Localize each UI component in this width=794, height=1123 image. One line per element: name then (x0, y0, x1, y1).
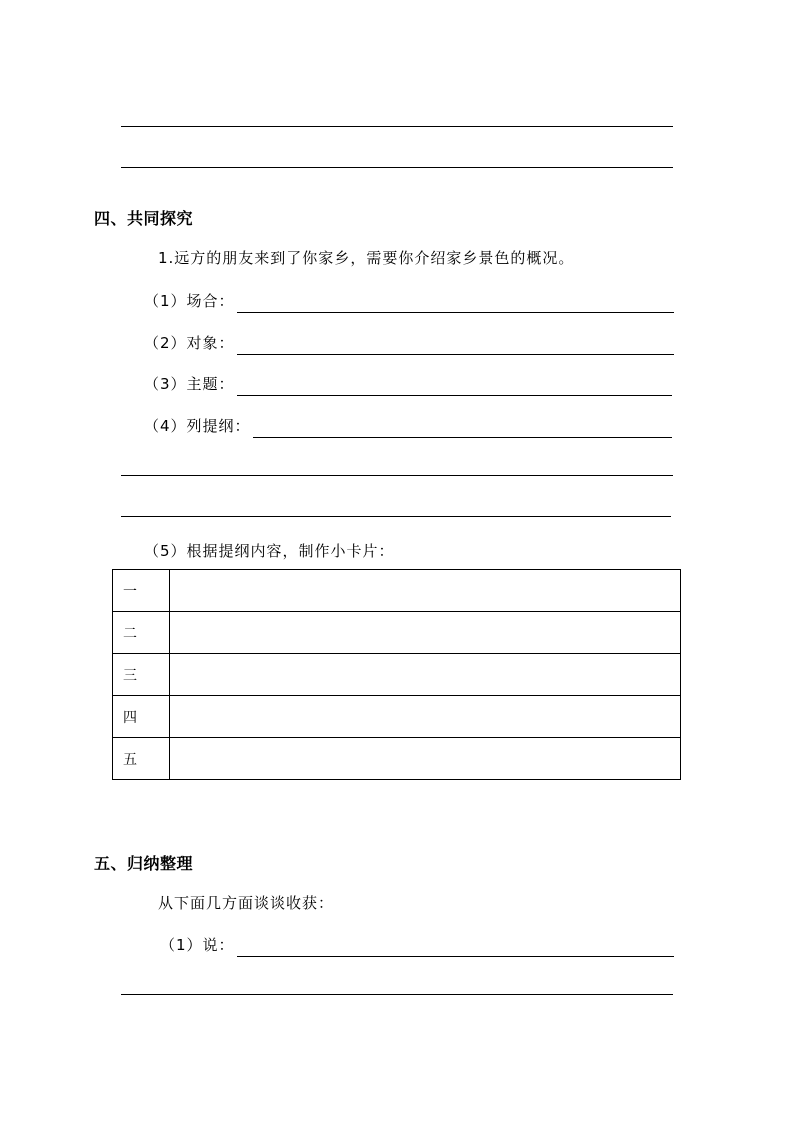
outline-line-3[interactable] (121, 516, 671, 517)
outline-line-2[interactable] (121, 475, 673, 476)
card-row-number: 一 (113, 570, 170, 612)
card-row (113, 612, 681, 654)
field-outline-label: （4）列提纲： (144, 417, 251, 435)
card-row-number: 二 (113, 612, 170, 654)
section-5-heading: 五、归纳整理 (94, 854, 194, 873)
card-row-content[interactable] (170, 696, 681, 738)
card-prompt: （5）根据提纲内容，制作小卡片： (144, 542, 395, 560)
field-audience-label: （2）对象： (144, 334, 235, 352)
card-row-number: 四 (113, 696, 170, 738)
card-row (113, 738, 681, 780)
field-audience[interactable] (144, 332, 674, 355)
card-row-number: 五 (113, 738, 170, 780)
speak-line-2[interactable] (121, 994, 673, 995)
field-speak-label: （1）说： (160, 936, 235, 954)
card-row-number: 三 (113, 654, 170, 696)
card-row-content[interactable] (170, 738, 681, 780)
card-row-content[interactable] (170, 612, 681, 654)
field-occasion-line[interactable] (237, 294, 674, 313)
field-theme-line[interactable] (237, 377, 672, 396)
field-outline-line[interactable] (253, 419, 672, 438)
answer-line-top-2[interactable] (121, 167, 673, 168)
card-row (113, 654, 681, 696)
card-row (113, 696, 681, 738)
card-row (113, 570, 681, 612)
section-5-prompt: 从下面几方面谈谈收获： (158, 894, 335, 912)
field-occasion-label: （1）场合： (144, 292, 235, 310)
field-outline[interactable] (144, 415, 672, 438)
field-theme-label: （3）主题： (144, 375, 235, 393)
section-4-task: 1.远方的朋友来到了你家乡，需要你介绍家乡景色的概况。 (158, 249, 575, 267)
card-table (112, 569, 681, 780)
field-speak[interactable] (160, 934, 674, 957)
card-row-content[interactable] (170, 570, 681, 612)
field-occasion[interactable] (144, 290, 674, 313)
field-speak-line[interactable] (237, 938, 674, 957)
section-4-heading: 四、共同探究 (94, 209, 194, 228)
card-row-content[interactable] (170, 654, 681, 696)
field-theme[interactable] (144, 373, 672, 396)
answer-line-top-1[interactable] (121, 126, 673, 127)
field-audience-line[interactable] (237, 336, 674, 355)
